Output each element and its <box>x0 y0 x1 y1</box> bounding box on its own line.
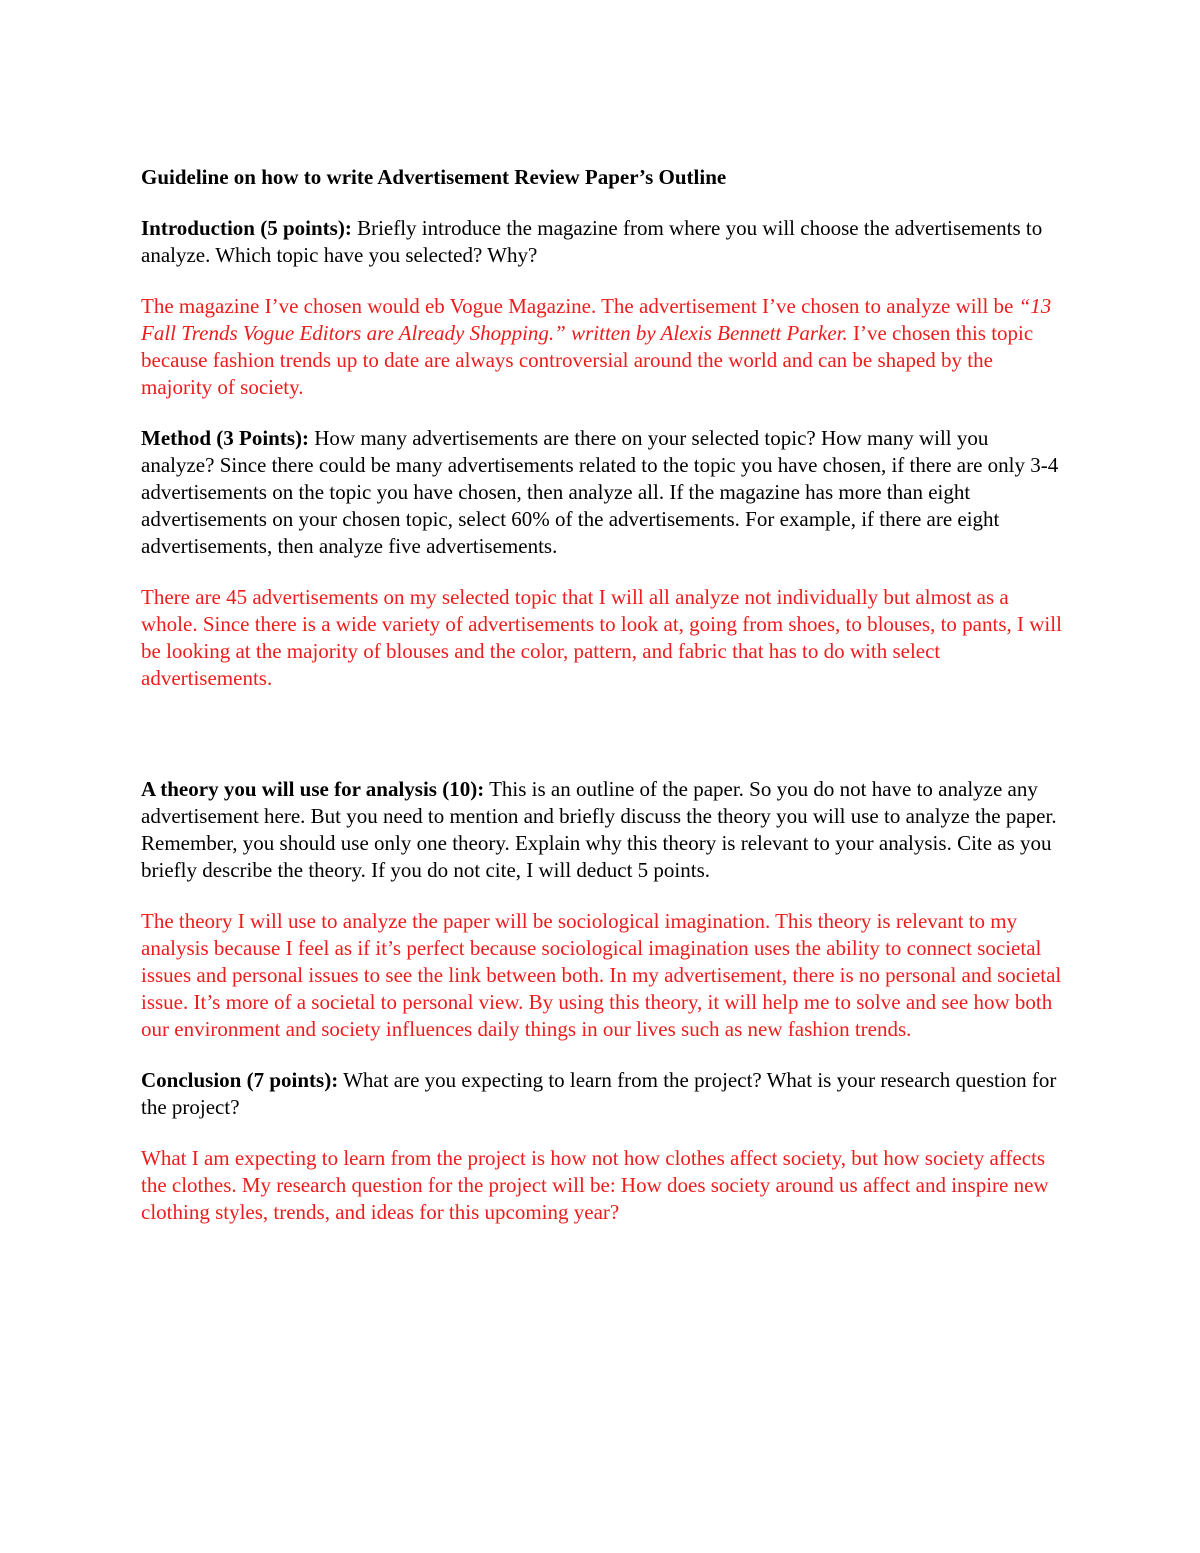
conclusion-answer: What I am expecting to learn from the project is how not how clothes affect society, but how society affects the clothes. My research question for the project will be: How does society around us affect and inspire new clothing styles, trends, and ideas for this upcoming year? <box>141 1146 1049 1224</box>
conclusion-heading: Conclusion (7 points): <box>141 1068 339 1092</box>
theory-heading: A theory you will use for analysis (10): <box>141 777 485 801</box>
introduction-prompt-text: Briefly introduce the magazine from where you will choose the advertisements to analyze. Which topic have you selected? Why? <box>141 216 1043 267</box>
theory-prompt <box>141 776 1066 884</box>
introduction-prompt <box>141 215 1066 269</box>
method-heading: Method (3 Points): <box>141 426 309 450</box>
method-answer: There are 45 advertisements on my selected topic that I will all analyze not individually but almost as a whole. Since there is a wide variety of advertisements to look at, going from shoes, to blouses, to pants, I will be looking at the majority of blouses and the color, pattern, and fabric that has to do with select advertisements. <box>141 585 1062 690</box>
introduction-answer <box>141 293 1066 401</box>
method-prompt-text: How many advertisements are there on your selected topic? How many will you analyze? Since there could be many advertisements related to the topic you have chosen, if there are only 3-4 advertisements on the topic you have chosen, then analyze all. If the magazine has more than eight advertisements on your chosen topic, select 60% of the advertisements. For example, if there are eight advertisements, then analyze five advertisements. <box>141 426 1059 558</box>
conclusion-prompt <box>141 1067 1066 1121</box>
theory-answer: The theory I will use to analyze the paper will be sociological imagination. This theory is relevant to my analysis because I feel as if it’s perfect because sociological imagination uses the ability to connect societal issues and personal issues to see the link between both. In my advertisement, there is no personal and societal issue. It’s more of a societal to personal view. By using this theory, it will help me to solve and see how both our environment and society influences daily things in our lives such as new fashion trends. <box>141 909 1062 1041</box>
introduction-answer-citation: “13 Fall Trends Vogue Editors are Already Shopping.” written by Alexis Bennett Parker. <box>141 294 1052 345</box>
method-prompt <box>141 425 1066 560</box>
blank-space <box>141 716 1066 776</box>
document-page <box>141 164 1066 1250</box>
document-title: Guideline on how to write Advertisement Review Paper’s Outline <box>141 165 727 189</box>
introduction-heading: Introduction (5 points): <box>141 216 352 240</box>
introduction-answer-text-1: The magazine I’ve chosen would eb Vogue Magazine. The advertisement I’ve chosen to analyze will be <box>141 294 1019 318</box>
introduction-answer-text-2: I’ve chosen this topic because fashion trends up to date are always controversial around the world and can be shaped by the majority of society. <box>141 321 1034 399</box>
conclusion-prompt-text: What are you expecting to learn from the project? What is your research question for the project? <box>141 1068 1057 1119</box>
theory-prompt-text: This is an outline of the paper. So you do not have to analyze any advertisement here. But you need to mention and briefly discuss the theory you will use to analyze the paper. Remember, you should use only one theory. Explain why this theory is relevant to your analysis. Cite as you briefly describe the theory. If you do not cite, I will deduct 5 points. <box>141 777 1057 882</box>
